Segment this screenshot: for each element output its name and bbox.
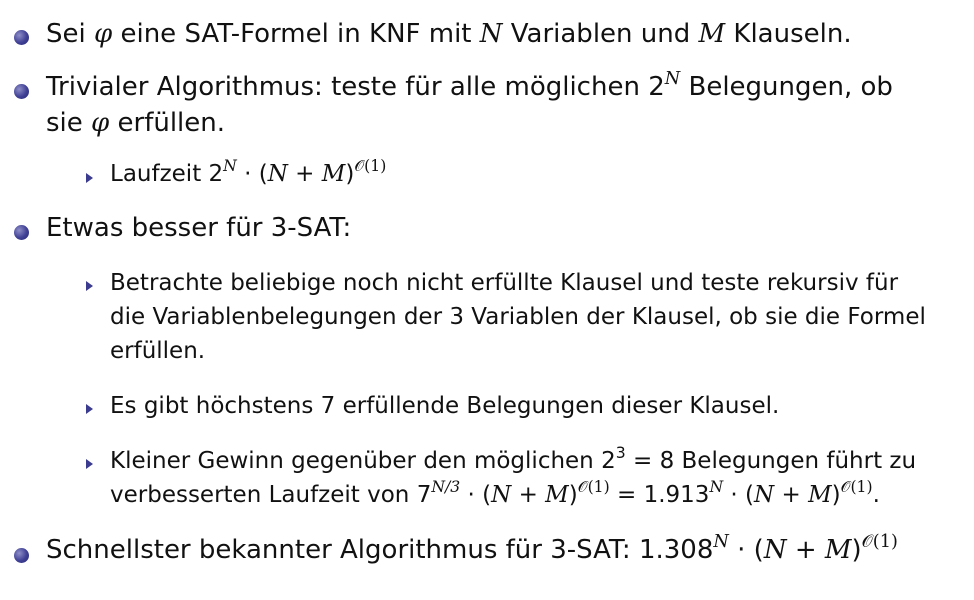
sub-bullet-text: Laufzeit $2^N \cdot (N + M)^{𝒪(1)}$ [110, 155, 387, 187]
sub-bullet-marker [86, 173, 93, 183]
sub-bullet-marker [86, 459, 93, 469]
bullet-text: Schnellster bekannter Algorithmus für 3-SAT: $1.308^N \cdot (N + M)^{𝒪(1)}$ [46, 531, 898, 565]
sub-bullet-line2: verbesserten Laufzeit von $7^{N/3} \cdot (N + M)^{𝒪(1)} = 1.913^N \cdot (N + M)^{𝒪(1)}$. [110, 476, 880, 508]
sub-bullet-line1: Kleiner Gewinn gegenüber den möglichen $2^3 = 8$ Belegungen führt zu [110, 442, 917, 474]
bullet-text-line1: Trivialer Algorithmus: teste für alle möglichen $2^N$ Belegungen, ob [46, 68, 893, 102]
sub-bullet-marker [86, 404, 93, 414]
bullet-text-line2: sie φ erfüllen. [46, 108, 226, 138]
sub-bullet-line: die Variablenbelegungen der 3 Variablen der Klausel, ob sie die Formel [110, 304, 926, 330]
sub-bullet-marker [86, 281, 93, 291]
bullet-marker [14, 30, 29, 45]
sub-bullet-line: erfüllen. [110, 338, 206, 364]
bullet-text: Etwas besser für 3-SAT: [46, 213, 352, 243]
bullet-text: Sei φ eine SAT-Formel in KNF mit N Variablen und M Klauseln. [46, 19, 852, 49]
sub-bullet-line: Betrachte beliebige noch nicht erfüllte Klausel und teste rekursiv für [110, 270, 899, 296]
sub-bullet-line: Es gibt höchstens 7 erfüllende Belegungen dieser Klausel. [110, 393, 780, 419]
bullet-marker [14, 548, 29, 563]
bullet-marker [14, 84, 29, 99]
bullet-marker [14, 225, 29, 240]
